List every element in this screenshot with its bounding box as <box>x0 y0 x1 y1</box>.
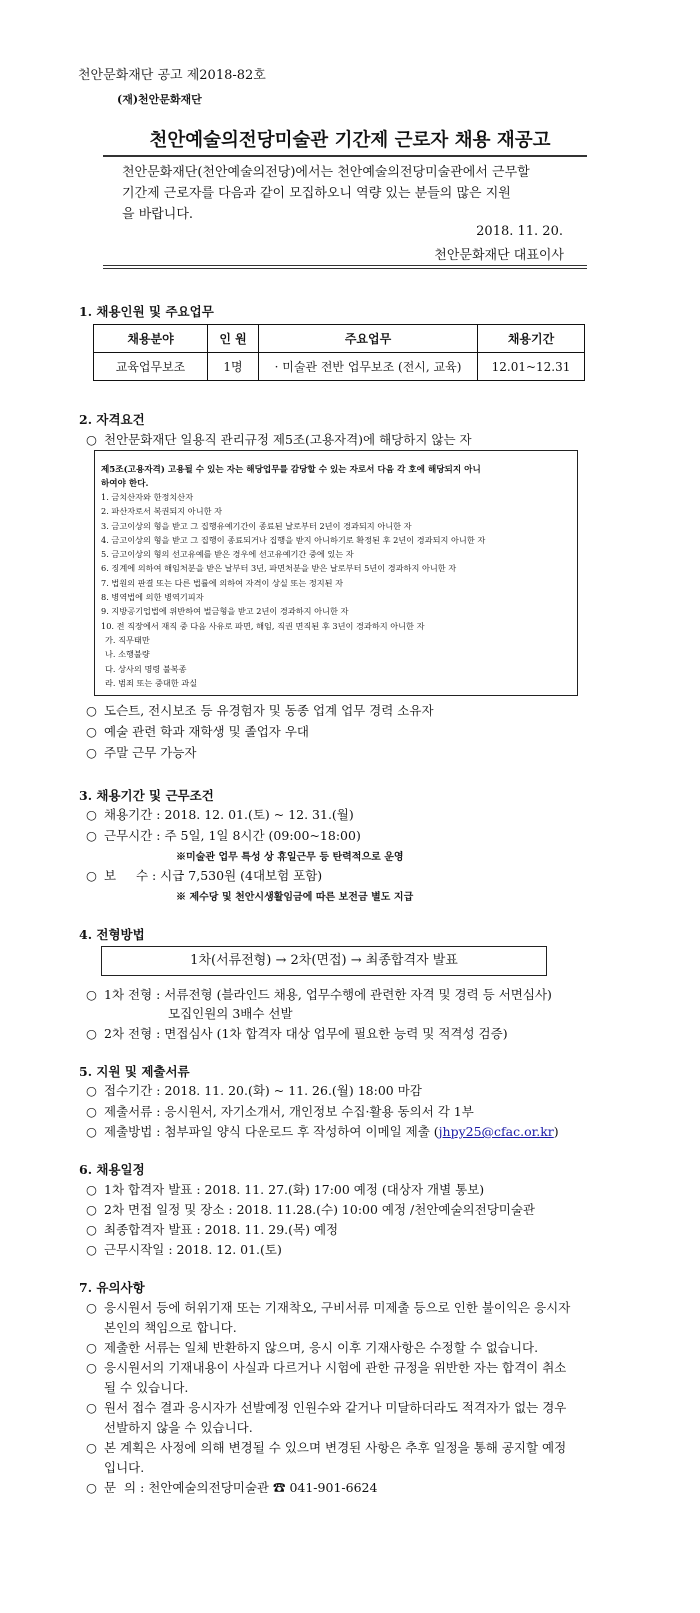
bullet-icon: ○ <box>86 745 97 760</box>
list-item <box>86 1298 570 1316</box>
selection-flow-box: 1차(서류전형) → 2차(면접) → 최종합격자 발표 <box>101 946 547 976</box>
list-item: 나. 소행불량 <box>105 649 150 660</box>
list-item: 3. 금고이상의 형을 받고 그 집행유예기간이 종료된 날로부터 2년이 경과되지 아니한 자 <box>101 520 412 531</box>
section-5-title: 5. 지원 및 제출서류 <box>79 1064 190 1079</box>
list-item <box>86 805 354 823</box>
list-item-text: 응시원서 등에 허위기재 또는 기재착오, 구비서류 미제출 등으로 인한 불이익은 응시자 <box>104 1300 571 1315</box>
list-item <box>86 1122 559 1140</box>
table-cell: · 미술관 전반 업무보조 (전시, 교육) <box>259 353 478 381</box>
list-item-text: 제출한 서류는 일체 반환하지 않으며, 응시 이후 기재사항은 수정할 수 없습니다. <box>104 1340 539 1355</box>
jobs-table <box>93 324 585 381</box>
list-item-text: 천안문화재단 일용직 관리규정 제5조(고용자격)에 해당하지 않는 자 <box>104 432 472 447</box>
bullet-icon: ○ <box>86 1480 97 1495</box>
list-item-text: 주말 근무 가능자 <box>104 745 197 760</box>
bullet-icon: ○ <box>86 807 97 822</box>
list-item <box>86 826 361 844</box>
list-item-text: 2차 전형 : 면접심사 (1차 합격자 대상 업무에 필요한 능력 및 적격성 검증) <box>104 1026 508 1041</box>
list-item: 가. 직무태만 <box>105 634 150 645</box>
section-6-title: 6. 채용일정 <box>79 1162 145 1177</box>
list-item-text: 원서 접수 결과 응시자가 선발예정 인원수와 같거나 미달하더라도 적격자가 없는 경우 <box>104 1400 567 1415</box>
list-item-text: 제출방법 : 첨부파일 양식 다운로드 후 작성하여 이메일 제출 ( <box>104 1124 439 1139</box>
bullet-icon: ○ <box>86 432 97 447</box>
bullet-icon: ○ <box>86 724 97 739</box>
page-title: 천안예술의전당미술관 기간제 근로자 채용 재공고 <box>149 130 551 151</box>
list-item <box>86 1358 566 1376</box>
list-item-text: 응시원서의 기재내용이 사실과 다르거나 시험에 관한 규정을 위반한 자는 합격이 취소 <box>104 1360 567 1375</box>
bullet-icon: ○ <box>86 1300 97 1315</box>
list-item: 8. 병역법에 의한 병역기피자 <box>101 592 204 603</box>
organization-name: (재)천안문화재단 <box>117 93 202 106</box>
regulation-list <box>101 490 485 690</box>
list-item-text: 최종합격자 발표 : 2018. 11. 29.(목) 예정 <box>104 1222 339 1237</box>
table-header: 인 원 <box>208 325 259 353</box>
bullet-icon: ○ <box>86 1026 97 1041</box>
email-link[interactable]: jhpy25@cfac.or.kr <box>438 1124 554 1139</box>
list-item-text: 근무시간 : 주 5일, 1일 8시간 (09:00~18:00) <box>104 828 361 843</box>
bullet-icon: ○ <box>86 1083 97 1098</box>
bullet-icon: ○ <box>86 1242 97 1257</box>
section-7-title: 7. 유의사항 <box>79 1280 145 1295</box>
bullet-icon: ○ <box>86 1222 97 1237</box>
list-item <box>86 430 472 448</box>
section-3-title: 3. 채용기간 및 근무조건 <box>79 788 214 803</box>
list-item: 7. 법원의 판결 또는 다른 법률에 의하여 자격이 상실 또는 정지된 자 <box>101 577 344 588</box>
section-2-title: 2. 자격요건 <box>79 412 145 427</box>
hours-note: ※미술관 업무 특성 상 휴일근무 등 탄력적으로 운영 <box>176 852 404 863</box>
list-item: 라. 범죄 또는 중대한 과실 <box>105 677 198 688</box>
list-item-text: 2차 면접 일정 및 장소 : 2018. 11.28.(수) 10:00 예정 /천안예술의전당미술관 <box>104 1202 536 1217</box>
bottom-rule-1 <box>103 265 587 266</box>
list-item-text: 보 수 : 시급 7,530원 (4대보험 포함) <box>104 868 323 883</box>
list-item: 2. 파산자로서 복권되지 아니한 자 <box>101 506 223 517</box>
intro-line: 천안문화재단(천안예술의전당)에서는 천안예술의전당미술관에서 근무할 <box>122 165 530 180</box>
list-item-continued: 입니다. <box>104 1460 145 1475</box>
bullet-icon: ○ <box>86 1104 97 1119</box>
intro-line: 기간제 근로자를 다음과 같이 모집하오니 역량 있는 분들의 많은 지원 <box>122 186 511 201</box>
table-header: 채용분야 <box>94 325 208 353</box>
top-rule <box>103 155 587 157</box>
regulation-heading: 하여야 한다. <box>101 479 149 489</box>
table-header-row <box>94 325 585 353</box>
list-item <box>86 1024 508 1042</box>
table-row <box>94 353 585 381</box>
list-item-text: 채용기간 : 2018. 12. 01.(토) ~ 12. 31.(월) <box>104 807 354 822</box>
bullet-icon: ○ <box>86 868 97 883</box>
list-item <box>86 1102 474 1120</box>
table-cell: 교육업무보조 <box>94 353 208 381</box>
list-item <box>86 743 196 761</box>
section-4-title: 4. 전형방법 <box>79 927 145 942</box>
list-item-continued: 될 수 있습니다. <box>104 1380 189 1395</box>
list-item-text: 예술 관련 학과 재학생 및 졸업자 우대 <box>104 724 309 739</box>
list-item-text: 문 의 : 천안예술의전당미술관 ☎ 041-901-6624 <box>104 1480 378 1495</box>
list-item <box>86 722 309 740</box>
section-1-title: 1. 채용인원 및 주요업무 <box>79 304 214 319</box>
bullet-icon: ○ <box>86 1124 97 1139</box>
bullet-icon: ○ <box>86 1400 97 1415</box>
list-item-text: 1차 전형 : 서류전형 (블라인드 채용, 업무수행에 관련한 자격 및 경력 등 서면심사) <box>104 987 552 1002</box>
pay-note: ※ 제수당 및 천안시생활임금에 따른 보전금 별도 지급 <box>176 892 414 903</box>
bullet-icon: ○ <box>86 1440 97 1455</box>
list-item-text: 도슨트, 전시보조 등 유경험자 및 동종 업계 업무 경력 소유자 <box>104 703 434 718</box>
list-item: 5. 금고이상의 형의 선고유예를 받은 경우에 선고유예기간 중에 있는 자 <box>101 549 354 560</box>
list-item: 4. 금고이상의 형을 받고 그 집행이 종료되거나 집행을 받지 아니하기로 확정된 후 2년이 경과되지 아니한 자 <box>101 534 486 545</box>
list-item <box>86 1478 377 1496</box>
bullet-icon: ○ <box>86 1360 97 1375</box>
bullet-icon: ○ <box>86 703 97 718</box>
intro-line: 을 바랍니다. <box>122 207 194 222</box>
list-item-continued: 선발하지 않을 수 있습니다. <box>104 1420 253 1435</box>
list-item-text: 접수기간 : 2018. 11. 20.(화) ~ 11. 26.(월) 18:00 마감 <box>104 1083 422 1098</box>
list-item <box>86 1240 282 1258</box>
list-item <box>86 1438 566 1456</box>
table-cell: 1명 <box>208 353 259 381</box>
notice-date: 2018. 11. 20. <box>476 224 563 239</box>
bullet-icon: ○ <box>86 987 97 1002</box>
list-item-text: 근무시작일 : 2018. 12. 01.(토) <box>104 1242 282 1257</box>
list-item-text: 제출서류 : 응시원서, 자기소개서, 개인정보 수집·활용 동의서 각 1부 <box>104 1104 474 1119</box>
list-item <box>86 1081 422 1099</box>
list-item: 다. 상사의 명령 불복종 <box>105 663 187 674</box>
bottom-rule-2 <box>103 268 587 269</box>
list-item: 6. 징계에 의하여 해임처분을 받은 날부터 3년, 파면처분을 받은 날로부터 5년이 경과하지 아니한 자 <box>101 563 457 574</box>
list-item: 9. 지방공기업법에 위반하여 벌금형을 받고 2년이 경과하지 아니한 자 <box>101 606 349 617</box>
table-header: 채용기간 <box>478 325 585 353</box>
list-item-continued: 모집인원의 3배수 선발 <box>168 1006 293 1021</box>
list-item <box>86 1338 538 1356</box>
list-item-text: 본 계획은 사정에 의해 변경될 수 있으며 변경된 사항은 추후 일정을 통해 공지할 예정 <box>104 1440 567 1455</box>
list-item <box>86 1398 566 1416</box>
list-item <box>86 866 322 884</box>
list-item: 1. 금치산자와 한정치산자 <box>101 492 194 502</box>
table-header: 주요업무 <box>259 325 478 353</box>
bullet-icon: ○ <box>86 1202 97 1217</box>
signer: 천안문화재단 대표이사 <box>434 248 564 263</box>
bullet-icon: ○ <box>86 1340 97 1355</box>
intro-text <box>122 162 530 225</box>
regulation-heading: 제5조(고용자격) 고용될 수 있는 자는 해당업무를 감당할 수 있는 자로서 다음 각 호에 해당되지 아니 <box>101 465 481 475</box>
list-item <box>86 985 552 1003</box>
list-item <box>86 1180 484 1198</box>
bullet-icon: ○ <box>86 828 97 843</box>
bullet-icon: ○ <box>86 1182 97 1197</box>
list-item: 10. 전 직장에서 재직 중 다음 사유로 파면, 해임, 직권 면직된 후 3년이 경과하지 아니한 자 <box>101 620 425 631</box>
paren-close: ) <box>553 1124 559 1139</box>
notice-number: 천안문화재단 공고 제2018-82호 <box>78 68 266 83</box>
list-item <box>86 701 434 719</box>
list-item-continued: 본인의 책임으로 합니다. <box>104 1320 237 1335</box>
list-item-text: 1차 합격자 발표 : 2018. 11. 27.(화) 17:00 예정 (대상자 개별 통보) <box>104 1182 485 1197</box>
table-cell: 12.01~12.31 <box>478 353 585 381</box>
list-item <box>86 1220 338 1238</box>
regulation-box <box>94 450 578 696</box>
list-item <box>86 1200 535 1218</box>
